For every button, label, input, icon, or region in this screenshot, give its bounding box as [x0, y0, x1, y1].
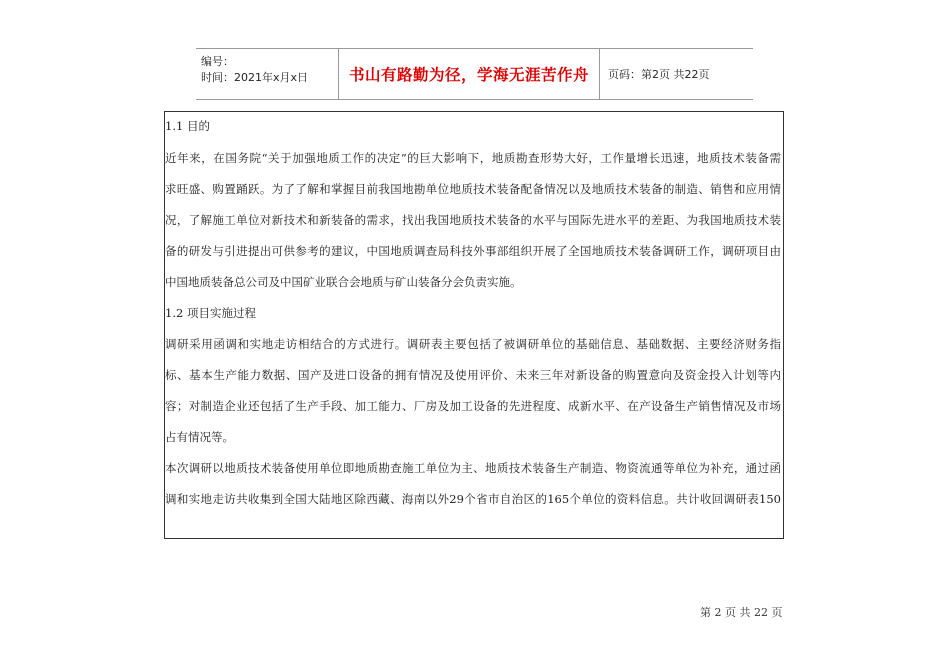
paragraph-line: 求旺盛、购置踊跃。为了了解和掌握目前我国地勘单位地质技术装备配备情况以及地质技术装备的制造、销售和应用情	[165, 182, 781, 196]
header-motto-cell	[339, 49, 600, 99]
number-label: 编号：	[201, 55, 234, 68]
heading-process: 1.2 项目实施过程	[165, 306, 256, 320]
paragraph-line: 备的研发与引进提出可供参考的建议，中国地质调查局科技外事部组织开展了全国地质技术装备调研工作，调研项目由	[165, 244, 781, 258]
paragraph-line: 占有情况等。	[165, 430, 234, 444]
document-body	[164, 111, 784, 539]
time-label: 时间：2021年x月x日	[201, 71, 309, 84]
page-footer: 第 2 页 共 22 页	[700, 606, 783, 619]
paragraph-line: 本次调研以地质技术装备使用单位即地质勘查施工单位为主、地质技术装备生产制造、物资流通等单位为补充，通过函	[165, 461, 781, 475]
paragraph-line: 容；对制造企业还包括了生产手段、加工能力、厂房及加工设备的先进程度、成新水平、在产设备生产销售情况及市场	[165, 399, 781, 413]
paragraph-line: 调和实地走访共收集到全国大陆地区除西藏、海南以外29个省市自治区的165个单位的资料信息。共计收回调研表150	[165, 492, 781, 506]
heading-purpose: 1.1 目的	[165, 119, 210, 133]
paragraph-line: 调研采用函调和实地走访相结合的方式进行。调研表主要包括了被调研单位的基础信息、基础数据、主要经济财务指	[165, 337, 781, 351]
paragraph-line: 近年来，在国务院“关于加强地质工作的决定”的巨大影响下，地质勘查形势大好，工作量增长迅速，地质技术装备需	[165, 151, 781, 165]
paragraph-line: 中国地质装备总公司及中国矿业联合会地质与矿山装备分会负责实施。	[165, 275, 522, 289]
page-header	[196, 48, 753, 100]
page-code: 页码：第2页 共22页	[608, 68, 710, 81]
paragraph-line: 况，了解施工单位对新技术和新装备的需求，找出我国地质技术装备的水平与国际先进水平的差距、为我国地质技术装	[165, 213, 781, 227]
header-page-cell	[600, 49, 753, 99]
header-info-cell	[196, 49, 339, 99]
paragraph-line: 标、基本生产能力数据、国产及进口设备的拥有情况及使用评价、未来三年对新设备的购置意向及资金投入计划等内	[165, 368, 781, 382]
motto-text: 书山有路勤为径，学海无涯苦作舟	[348, 66, 589, 84]
